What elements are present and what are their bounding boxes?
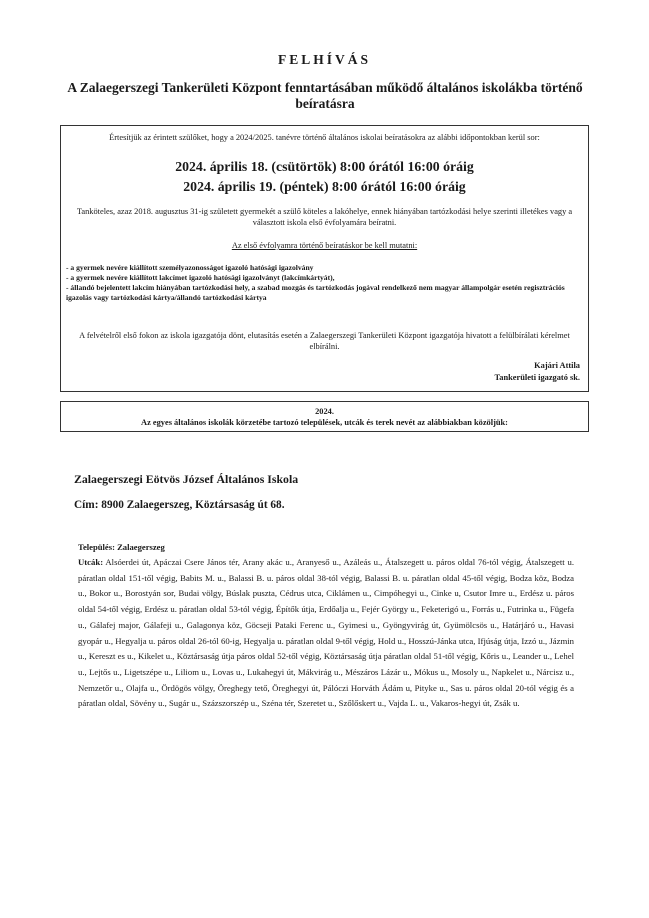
requirements-list xyxy=(66,263,583,303)
notice-paragraph: Tanköteles, azaz 2018. augusztus 31-ig született gyermekét a szülő köteles a lakóhelye, ennek hiányában tartózkodási helye szerinti illetékes vagy a választott iskola első évfolyamára beíratni. xyxy=(76,207,573,227)
district-info-text: Az egyes általános iskolák körzetébe tartozó települések, utcák és terek nevét az alábbiakban közöljük: xyxy=(141,418,508,427)
signer-name: Kajári Attila xyxy=(534,361,580,370)
requirement-item: - a gyermek nevére kiállított lakcímet igazoló hatósági igazolványt (lakcímkártyát), xyxy=(66,273,335,282)
notice-intro: Értesítjük az érintett szülőket, hogy a 2024/2025. tanévre történő általános iskolai beíratásokra az alábbi időpontokban kerül sor: xyxy=(109,133,540,142)
streets-text: Alsóerdei út, Apáczai Csere János tér, Arany akác u., Aranyeső u., Azáleás u., Átalszegett u. páros oldal 76-tól végig, Átalszegett u. páratlan oldal 151-től végig, Babits M. u., Balassi B. u. páros oldal 38-tól végig, Balassi B. u. páratlan oldal 45-től végig, Bodza köz, Bodza u., Bokor u., Borostyán sor, Budai völgy, Búslak puszta, Cédrus utca, Ciklámen u., Cimpóhegyi u., Cinke u, Csutor Imre u., Erdész u. páros oldal 54-től végig, Erdész u. páratlan oldal 53-tól végig, Építők útja, Erdőalja u., Fejér György u., Feketerigó u., Forrás u., Futrinka u., Fügefa u., Gálafej major, Gálafeji u., Galagonya köz, Göcseji Pataki Ferenc u., Gyimesi u., Gyöngyvirág út, Gyümölcsös u., Határjáró u., Havasi gyopár u., Hegyalja u. páros oldal 26-tól 60-ig, Hegyalja u. páratlan oldal 9-től végig, Hold u., Hosszú-Jánka utca, Ifjúság útja, Izzó u., Jázmin u., Kereszt es u., Kikelet u., Köztársaság útja páros oldal 52-től végig, Köztársaság útja páratlan oldal 51-től végig, Kőris u., Leander u., Lehel u., Lejtős u., Ligetszépe u., Liliom u., Lovas u., Lukahegyi út, Mákvirág u., Mészáros Lázár u., Mókus u., Mosoly u., Napkelet u., Nárcisz u., Nemzetőr u., Olajfa u., Ördögös völgy, Öreghegy tető, Öreghegyi út, Pálóczi Horváth Ádám u, Pityke u., Sas u. páros oldal 20-tól végig és a páratlan oldal, Sövény u., Sugár u., Százszorszép u., Széna tér, Szeretet u., Szőlőskert u., Vajda L. u., Vakaros-hegyi út, Zsák u. xyxy=(78,557,574,709)
district-info-box xyxy=(60,401,589,432)
school-address: Cím: 8900 Zalaegerszeg, Köztársaság út 68. xyxy=(74,499,285,511)
town-label: Település: Zalaegerszeg xyxy=(78,542,165,552)
decision-paragraph: A felvételről első fokon az iskola igazgatója dönt, elutasítás esetén a Zalaegerszegi Tankerületi Központ igazgatója hivatott a felülbírálati kérelmet elbírálni. xyxy=(79,331,570,351)
street-list xyxy=(78,555,574,712)
requirement-item: - állandó bejelentett lakcím hiányában tartózkodási hely, a szabad mozgás és tartózkodás jogával rendelkező nem magyar állampolgár esetén regisztrációs igazolás vagy tartózkodási kártya/állandó tartózkodási kártya xyxy=(66,283,565,302)
notice-box xyxy=(60,125,589,392)
requirements-heading: Az első évfolyamra történő beíratáskor be kell mutatni: xyxy=(231,241,418,250)
district-year: 2024. xyxy=(315,407,334,416)
document-title: FELHÍVÁS xyxy=(277,52,372,67)
signature-block xyxy=(494,360,580,384)
signer-title: Tankerületi igazgató sk. xyxy=(494,373,580,382)
document-subtitle: A Zalaegerszegi Tankerületi Központ fenntartásában működő általános iskolákba történő beíratásra xyxy=(67,80,583,111)
requirement-item: - a gyermek nevére kiállított személyazonosságot igazoló hatósági igazolvány xyxy=(66,263,314,272)
school-name: Zalaegerszegi Eötvös József Általános Iskola xyxy=(74,472,299,486)
enrollment-date-1: 2024. április 18. (csütörtök) 8:00 órától 16:00 óráig xyxy=(175,159,474,174)
enrollment-date-2: 2024. április 19. (péntek) 8:00 órától 16:00 óráig xyxy=(183,179,466,194)
streets-label: Utcák: xyxy=(78,557,104,567)
